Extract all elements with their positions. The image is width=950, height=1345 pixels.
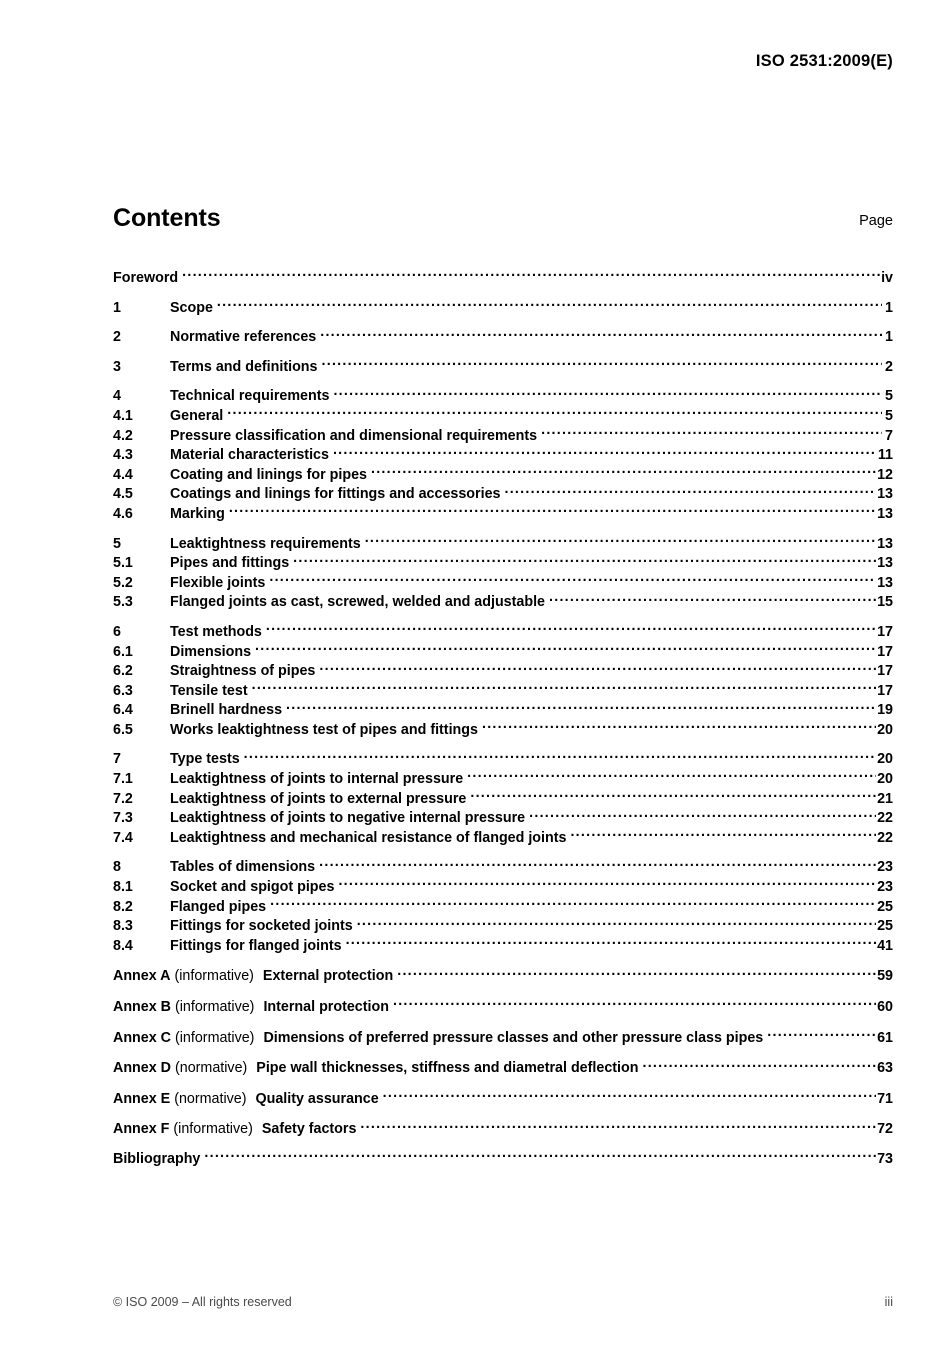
toc-entry-number: 8.3 bbox=[113, 918, 133, 935]
toc-entry[interactable] bbox=[113, 426, 893, 446]
toc-entry-annex[interactable] bbox=[113, 1119, 893, 1139]
toc-entry-number: 4.2 bbox=[113, 427, 133, 444]
toc-entry[interactable] bbox=[113, 936, 893, 956]
page-footer bbox=[113, 1295, 893, 1309]
toc-entry-number: 6.1 bbox=[113, 643, 133, 660]
toc-annex-key: Annex A bbox=[113, 968, 171, 985]
toc-entry-label: Works leaktightness test of pipes and fittings bbox=[170, 721, 478, 738]
document-standard-reference: ISO 2531:2009(E) bbox=[755, 52, 893, 70]
toc-entry[interactable] bbox=[113, 592, 893, 612]
dot-leader bbox=[360, 1119, 876, 1133]
dot-leader bbox=[346, 936, 877, 950]
dot-leader bbox=[269, 573, 876, 587]
toc-entry[interactable] bbox=[113, 406, 893, 426]
toc-entry-label: Internal protection bbox=[263, 999, 389, 1015]
dot-leader bbox=[244, 749, 876, 763]
toc-annex-kind: (normative) bbox=[175, 1060, 248, 1077]
contents-title-row bbox=[113, 206, 893, 231]
toc-entry-label: Straightness of pipes bbox=[170, 663, 316, 680]
toc-entry-label: Flanged pipes bbox=[170, 898, 267, 915]
toc-entry-label: Quality assurance bbox=[255, 1090, 379, 1107]
toc-entry-label: Flanged joints as cast, screwed, welded and adjustable bbox=[170, 594, 546, 611]
toc-entry-page-number: 22 bbox=[877, 829, 893, 846]
toc-entry[interactable] bbox=[113, 808, 893, 828]
toc-entry-page-number: 11 bbox=[877, 447, 893, 464]
dot-leader bbox=[255, 642, 876, 656]
dot-leader bbox=[286, 700, 876, 714]
dot-leader bbox=[397, 966, 876, 980]
dot-leader bbox=[319, 857, 876, 871]
toc-entry-number: 6 bbox=[113, 623, 121, 640]
toc-entry[interactable] bbox=[113, 298, 893, 318]
toc-entry-number: 5.1 bbox=[113, 555, 133, 572]
toc-entry-number: 1 bbox=[113, 299, 121, 316]
toc-entry[interactable] bbox=[113, 573, 893, 593]
toc-entry-page-number: 17 bbox=[877, 623, 893, 640]
toc-entry-number: 8 bbox=[113, 859, 121, 876]
toc-entry-label: External protection bbox=[262, 968, 394, 985]
page-folio: iii bbox=[884, 1295, 893, 1309]
toc-entry-label: Leaktightness of joints to negative internal pressure bbox=[170, 810, 526, 827]
toc-entry-number: 4.5 bbox=[113, 486, 133, 503]
toc-annex-key: Annex B bbox=[113, 999, 171, 1015]
toc-entry-label: Foreword bbox=[113, 270, 179, 286]
toc-entry-page-number: 2 bbox=[885, 358, 893, 375]
toc-entry-page-number: 17 bbox=[877, 682, 893, 699]
toc-entry-number: 4.4 bbox=[113, 466, 133, 483]
toc-entry-label: Type tests bbox=[170, 751, 240, 768]
toc-entry-unnumbered[interactable] bbox=[113, 268, 893, 288]
dot-leader bbox=[320, 327, 882, 341]
dot-leader bbox=[549, 592, 876, 606]
toc-annex-kind: (normative) bbox=[174, 1090, 247, 1107]
toc-entry-page-number: 20 bbox=[877, 721, 893, 738]
toc-entry-page-number: 23 bbox=[877, 879, 893, 896]
toc-entry[interactable] bbox=[113, 357, 893, 377]
toc-entry[interactable] bbox=[113, 661, 893, 681]
dot-leader bbox=[204, 1149, 876, 1163]
toc-entry-page-number: 12 bbox=[877, 466, 893, 483]
toc-entry-page-number: 13 bbox=[877, 574, 893, 591]
toc-entry[interactable] bbox=[113, 504, 893, 524]
toc-entry-label: Tensile test bbox=[170, 682, 248, 699]
toc-entry-label: Test methods bbox=[170, 623, 262, 640]
toc-entry-label: Dimensions of preferred pressure classes and other pressure class pipes bbox=[263, 1029, 764, 1046]
dot-leader bbox=[642, 1058, 876, 1072]
toc-entry[interactable] bbox=[113, 720, 893, 740]
toc-entry-label: General bbox=[170, 407, 224, 424]
toc-entry-number: 7.3 bbox=[113, 810, 133, 827]
toc-entry-page-number: 1 bbox=[885, 299, 893, 316]
dot-leader bbox=[365, 534, 876, 548]
toc-entry-label: Leaktightness requirements bbox=[170, 535, 361, 552]
toc-entry[interactable] bbox=[113, 327, 893, 347]
toc-entry-annex[interactable] bbox=[113, 966, 893, 986]
toc-entry-page-number: 21 bbox=[877, 790, 893, 807]
toc-annex-kind: (informative) bbox=[173, 1121, 253, 1138]
toc-entry-number: 6.2 bbox=[113, 663, 133, 680]
toc-entry-page-number: 61 bbox=[877, 1029, 893, 1046]
toc-entry-number: 4.1 bbox=[113, 407, 133, 424]
toc-entry-label: Flexible joints bbox=[170, 574, 266, 591]
dot-leader bbox=[229, 504, 876, 518]
toc-entry-number: 7.1 bbox=[113, 771, 133, 788]
toc-entry-page-number: 23 bbox=[877, 859, 893, 876]
toc-annex-key: Annex E bbox=[113, 1090, 171, 1107]
dot-leader bbox=[252, 681, 876, 695]
page-column-header: Page bbox=[859, 212, 893, 229]
toc-entry-annex[interactable] bbox=[113, 1028, 893, 1048]
page-title: Contents bbox=[113, 204, 221, 232]
toc-entry-page-number: 63 bbox=[877, 1060, 893, 1077]
toc-entry[interactable] bbox=[113, 386, 893, 406]
toc-entry-number: 7.4 bbox=[113, 829, 133, 846]
toc-entry[interactable] bbox=[113, 749, 893, 769]
toc-entry-number: 4.6 bbox=[113, 505, 133, 522]
toc-entry-page-number: 71 bbox=[877, 1090, 893, 1107]
toc-annex-kind: (informative) bbox=[174, 968, 254, 985]
toc-entry[interactable] bbox=[113, 897, 893, 917]
toc-entry[interactable] bbox=[113, 681, 893, 701]
toc-entry-number: 2 bbox=[113, 329, 121, 346]
dot-leader bbox=[467, 769, 876, 783]
toc-entry-page-number: 13 bbox=[877, 535, 893, 552]
dot-leader bbox=[182, 268, 880, 282]
toc-entry-page-number: 13 bbox=[877, 555, 893, 572]
toc-entry-annex[interactable] bbox=[113, 1089, 893, 1109]
toc-entry-page-number: 5 bbox=[885, 388, 893, 405]
toc-entry-page-number: 59 bbox=[877, 968, 893, 985]
toc-entry-number: 5.3 bbox=[113, 594, 133, 611]
dot-leader bbox=[322, 357, 883, 371]
toc-entry[interactable] bbox=[113, 484, 893, 504]
toc-entry[interactable] bbox=[113, 769, 893, 789]
toc-entry-label: Coatings and linings for fittings and accessories bbox=[170, 486, 501, 503]
toc-entry-label: Leaktightness of joints to internal pressure bbox=[170, 771, 464, 788]
toc-entry[interactable] bbox=[113, 534, 893, 554]
toc-entry-label: Socket and spigot pipes bbox=[170, 879, 335, 896]
dot-leader bbox=[270, 897, 876, 911]
toc-annex-key: Annex D bbox=[113, 1060, 171, 1077]
toc-entry[interactable] bbox=[113, 877, 893, 897]
toc-entry-label: Marking bbox=[170, 505, 225, 522]
dot-leader bbox=[482, 720, 876, 734]
toc-entry-page-number: 60 bbox=[877, 999, 893, 1015]
dot-leader bbox=[767, 1028, 876, 1042]
toc-entry-label: Bibliography bbox=[113, 1150, 201, 1167]
toc-entry-label: Brinell hardness bbox=[170, 702, 283, 719]
toc-entry-page-number: 19 bbox=[877, 702, 893, 719]
dot-leader bbox=[504, 484, 876, 498]
toc-entry-page-number: 7 bbox=[885, 427, 893, 444]
toc-entry-label: Fittings for flanged joints bbox=[170, 937, 342, 954]
toc-entry[interactable] bbox=[113, 622, 893, 642]
toc-entry-page-number: 13 bbox=[877, 505, 893, 522]
toc-entry-page-number: 20 bbox=[877, 771, 893, 788]
toc-entry-page-number: 20 bbox=[877, 751, 893, 768]
toc-entry-page-number: 1 bbox=[885, 329, 893, 346]
toc-entry-page-number: 25 bbox=[877, 918, 893, 935]
toc-annex-key: Annex C bbox=[113, 1029, 171, 1046]
toc-entry[interactable] bbox=[113, 828, 893, 848]
toc-entry-page-number: iv bbox=[881, 270, 893, 286]
toc-entry-label: Leaktightness and mechanical resistance of flanged joints bbox=[170, 829, 567, 846]
toc-entry-label: Safety factors bbox=[261, 1121, 357, 1138]
dot-leader bbox=[541, 426, 882, 440]
toc-entry-label: Material characteristics bbox=[170, 447, 329, 464]
dot-leader bbox=[293, 553, 876, 567]
toc-entry-page-number: 25 bbox=[877, 898, 893, 915]
toc-entry-page-number: 13 bbox=[877, 486, 893, 503]
toc-entry[interactable] bbox=[113, 553, 893, 573]
toc-entry-number: 7 bbox=[113, 751, 121, 768]
toc-entry[interactable] bbox=[113, 857, 893, 877]
toc-entry-page-number: 41 bbox=[877, 937, 893, 954]
dot-leader bbox=[338, 877, 876, 891]
toc-entry-label: Dimensions bbox=[170, 643, 252, 660]
toc-entry-label: Scope bbox=[170, 299, 213, 316]
toc-entry-annex[interactable] bbox=[113, 997, 893, 1017]
toc-entry-number: 5 bbox=[113, 535, 121, 552]
dot-leader bbox=[333, 386, 882, 400]
dot-leader bbox=[393, 997, 876, 1011]
toc-entry-number: 5.2 bbox=[113, 574, 133, 591]
toc-entry-label: Coating and linings for pipes bbox=[170, 466, 367, 483]
toc-entry[interactable] bbox=[113, 642, 893, 662]
dot-leader bbox=[357, 916, 876, 930]
toc-entry-label: Normative references bbox=[170, 329, 317, 346]
toc-entry[interactable] bbox=[113, 465, 893, 485]
toc-entry[interactable] bbox=[113, 916, 893, 936]
toc-entry-number: 4 bbox=[113, 388, 121, 405]
dot-leader bbox=[333, 445, 877, 459]
toc-entry-label: Pipes and fittings bbox=[170, 555, 290, 572]
toc-entry-page-number: 5 bbox=[885, 407, 893, 424]
toc-entry-label: Pressure classification and dimensional requirements bbox=[170, 427, 538, 444]
toc-annex-kind: (informative) bbox=[175, 1029, 255, 1046]
toc-entry-unnumbered[interactable] bbox=[113, 1149, 893, 1169]
dot-leader bbox=[217, 298, 882, 312]
toc-entry-page-number: 22 bbox=[877, 810, 893, 827]
dot-leader bbox=[319, 661, 876, 675]
toc-entry-page-number: 72 bbox=[877, 1121, 893, 1138]
toc-entry-number: 4.3 bbox=[113, 447, 133, 464]
toc-entry[interactable] bbox=[113, 700, 893, 720]
dot-leader bbox=[529, 808, 876, 822]
table-of-contents bbox=[113, 268, 893, 1169]
toc-entry-annex[interactable] bbox=[113, 1058, 893, 1078]
toc-entry-number: 3 bbox=[113, 358, 121, 375]
toc-entry-number: 8.2 bbox=[113, 898, 133, 915]
toc-entry-number: 8.1 bbox=[113, 879, 133, 896]
toc-entry-label: Tables of dimensions bbox=[170, 859, 316, 876]
toc-entry-page-number: 15 bbox=[877, 594, 893, 611]
toc-entry-label: Fittings for socketed joints bbox=[170, 918, 353, 935]
toc-entry-page-number: 17 bbox=[877, 643, 893, 660]
copyright-notice: © ISO 2009 – All rights reserved bbox=[113, 1295, 292, 1309]
toc-annex-kind: (informative) bbox=[175, 999, 255, 1015]
dot-leader bbox=[266, 622, 876, 636]
toc-entry-label: Leaktightness of joints to external pressure bbox=[170, 790, 467, 807]
toc-entry-label: Terms and definitions bbox=[170, 358, 318, 375]
toc-entry-number: 8.4 bbox=[113, 937, 133, 954]
toc-entry-number: 6.4 bbox=[113, 702, 133, 719]
dot-leader bbox=[570, 828, 876, 842]
toc-entry-number: 6.3 bbox=[113, 682, 133, 699]
dot-leader bbox=[227, 406, 882, 420]
toc-annex-key: Annex F bbox=[113, 1121, 170, 1138]
dot-leader bbox=[371, 465, 876, 479]
toc-entry[interactable] bbox=[113, 445, 893, 465]
toc-entry-number: 6.5 bbox=[113, 721, 133, 738]
toc-entry-label: Technical requirements bbox=[170, 388, 330, 405]
dot-leader bbox=[470, 789, 876, 803]
toc-entry-label: Pipe wall thicknesses, stiffness and diametral deflection bbox=[256, 1060, 639, 1077]
toc-entry-page-number: 73 bbox=[877, 1150, 893, 1167]
toc-entry[interactable] bbox=[113, 789, 893, 809]
toc-entry-page-number: 17 bbox=[877, 663, 893, 680]
dot-leader bbox=[383, 1089, 876, 1103]
toc-entry-number: 7.2 bbox=[113, 790, 133, 807]
